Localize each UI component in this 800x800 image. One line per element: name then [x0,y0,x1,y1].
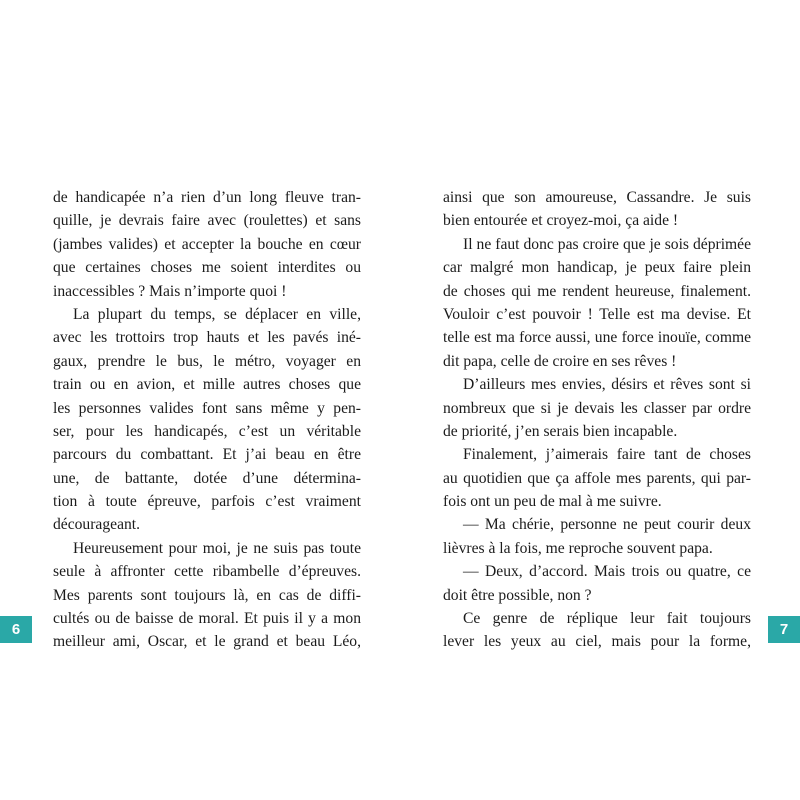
text-line: nombreux que si je devais les classer par ordre [443,399,751,417]
text-line: gaux, prendre le bus, le métro, voyager en [53,352,361,370]
page-number-left [0,616,32,643]
text-line: La plupart du temps, se déplacer en ville, [73,305,361,323]
text-line: — Ma chérie, personne ne peut courir deux [463,516,751,534]
text-line: Vouloir c’est pouvoir ! Telle est ma devise. Et [443,305,751,323]
text-line: Ce genre de réplique leur fait toujours [463,610,751,628]
text-line: (jambes valides) et accepter la bouche en cœur [53,235,361,253]
text-line: cultés ou de baisse de moral. Et puis il y a mon [53,610,361,628]
text-line: train ou en avion, et mille autres choses que [53,376,361,394]
text-line: seule à affronter cette ribambelle d’épreuves. [53,563,361,581]
text-line: de choses qui me rendent heureuse, finalement. [443,282,751,300]
text-line: D’ailleurs mes envies, désirs et rêves sont si [463,376,751,394]
text-line: avec les trottoirs trop hauts et les pavés iné- [53,329,361,347]
text-line: les personnes valides font sans même y pen- [53,399,361,417]
left-page-text [53,186,361,654]
text-line: de priorité, j’en serais bien incapable. [443,422,678,440]
text-line: décourageant. [53,516,141,534]
text-line: fois ont un peu de mal à me suivre. [443,493,662,511]
text-line: quille, je devrais faire avec (roulettes) et sans [53,212,361,230]
text-line: au quotidien que ça affole mes parents, qui par- [443,469,751,487]
page-number-right [768,616,800,643]
text-line: lièvres à la fois, me reproche souvent papa. [443,539,713,557]
text-line: Mes parents sont toujours là, en cas de diffi- [53,586,361,604]
text-line: inaccessibles ? Mais n’importe quoi ! [53,282,287,300]
text-line: telle est ma force aussi, une force inouïe, comme [443,329,751,347]
text-line: lever les yeux au ciel, mais pour la forme, [443,633,751,651]
text-line: de handicapée n’a rien d’un long fleuve tran- [53,189,361,206]
text-line: ser, pour les handicapés, c’est un véritable [53,422,361,440]
text-line: doit être possible, non ? [443,586,592,604]
text-line: ainsi que son amoureuse, Cassandre. Je suis [443,189,751,206]
text-line: — Deux, d’accord. Mais trois ou quatre, ce [463,563,751,581]
text-line: car malgré mon handicap, je peux faire plein [443,259,751,277]
text-line: dit papa, celle de croire en ses rêves ! [443,352,677,370]
right-page-text [443,186,751,654]
text-line: bien entourée et croyez-moi, ça aide ! [443,212,679,230]
text-line: Heureusement pour moi, je ne suis pas toute [73,539,361,557]
page-number-left-label: 6 [11,621,21,638]
text-line: tion à toute épreuve, parfois c’est vraiment [53,493,361,511]
text-line: meilleur ami, Oscar, et le grand et beau Léo, [53,633,361,651]
text-line: Finalement, j’aimerais faire tant de choses [463,446,751,464]
text-line: parcours du combattant. Et j’ai beau en être [53,446,361,464]
page-number-right-label: 7 [779,621,789,638]
text-line: une, de battante, dotée d’une détermina- [53,469,361,487]
text-line: Il ne faut donc pas croire que je sois déprimée [463,235,751,253]
text-line: que certaines choses me soient interdites ou [53,259,361,277]
